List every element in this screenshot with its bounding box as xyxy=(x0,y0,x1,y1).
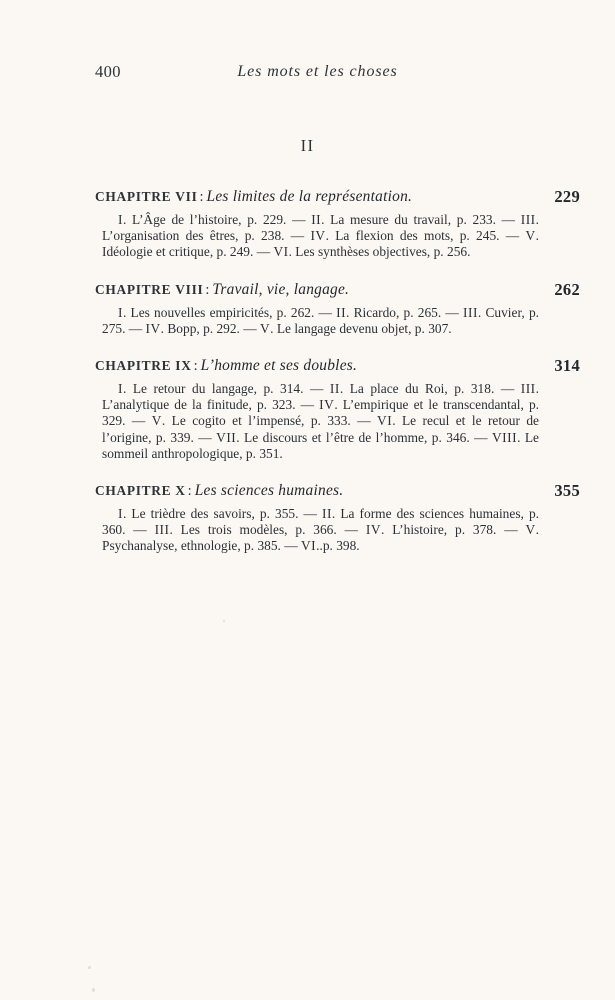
chapter-numeral: VIII xyxy=(175,281,204,297)
chapter-colon: : xyxy=(205,281,210,298)
chapter-heading xyxy=(95,188,580,207)
chapter-heading xyxy=(95,482,580,501)
chapter-title: Les limites de la représentation. xyxy=(206,188,413,205)
chapter-entry xyxy=(95,281,580,337)
scan-speckle xyxy=(88,966,91,969)
chapter-sections: I. L’Âge de l’histoire, p. 229. — II. La mesure du travail, p. 233. — III. L’organisation des êtres, p. 238. — IV. La flexion des mots, p. 245. — V. Idéologie et critique, p. 249. — VI. Les synthèses objectives, p. 256. xyxy=(102,212,539,260)
chapter-heading xyxy=(95,281,580,300)
chapter-colon: : xyxy=(199,189,204,205)
chapter-label: CHAPITRE xyxy=(95,483,172,499)
chapter-page-number: 314 xyxy=(554,356,580,376)
chapter-sections: I. Les nouvelles empiricités, p. 262. — II. Ricardo, p. 265. — III. Cuvier, p. 275. — IV. Bopp, p. 292. — V. Le langage devenu objet, p. 307. xyxy=(102,304,539,336)
scan-speckle xyxy=(92,988,95,992)
chapter-numeral: IX xyxy=(175,358,192,374)
chapter-title: L’homme et ses doubles. xyxy=(200,357,358,375)
table-of-contents xyxy=(95,188,580,575)
chapter-entry xyxy=(95,357,580,462)
running-title: Les mots et les choses xyxy=(237,63,398,80)
chapter-title: Travail, vie, langage. xyxy=(212,280,350,298)
chapter-entry xyxy=(95,188,580,261)
chapter-entry xyxy=(95,482,580,555)
chapter-label: CHAPITRE xyxy=(95,358,172,374)
part-numeral: II xyxy=(300,136,315,155)
chapter-heading xyxy=(95,357,580,376)
chapter-colon: : xyxy=(193,358,198,375)
running-head xyxy=(95,62,540,82)
chapter-numeral: VII xyxy=(175,189,198,204)
chapter-sections: I. Le retour du langage, p. 314. — II. La place du Roi, p. 318. — III. L’analytique de la finitude, p. 323. — IV. L’empirique et le transcendantal, p. 329. — V. Le cogito et l’impensé, p. 333. — VI. Le recul et le retour de l’origine, p. 339. — VII. Le discours et l’être de l’homme, p. 346. — VIII. Le sommeil anthropologique, p. 351. xyxy=(102,381,540,461)
chapter-numeral: X xyxy=(175,483,186,499)
chapter-label: CHAPITRE xyxy=(95,281,172,297)
chapter-sections: I. Le trièdre des savoirs, p. 355. — II. La forme des sciences humaines, p. 360. — III. Les trois modèles, p. 366. — IV. L’histoire, p. 378. — V. Psychanalyse, ethnologie, p. 385. — VI..p. 398. xyxy=(102,506,540,554)
chapter-page-number: 262 xyxy=(554,279,580,299)
folio-number: 400 xyxy=(95,62,121,81)
chapter-title: Les sciences humaines. xyxy=(194,482,344,500)
chapter-label: CHAPITRE xyxy=(95,189,172,204)
chapter-colon: : xyxy=(187,483,192,500)
chapter-page-number: 229 xyxy=(554,187,580,206)
chapter-page-number: 355 xyxy=(554,481,580,501)
scan-speckle xyxy=(223,620,225,622)
